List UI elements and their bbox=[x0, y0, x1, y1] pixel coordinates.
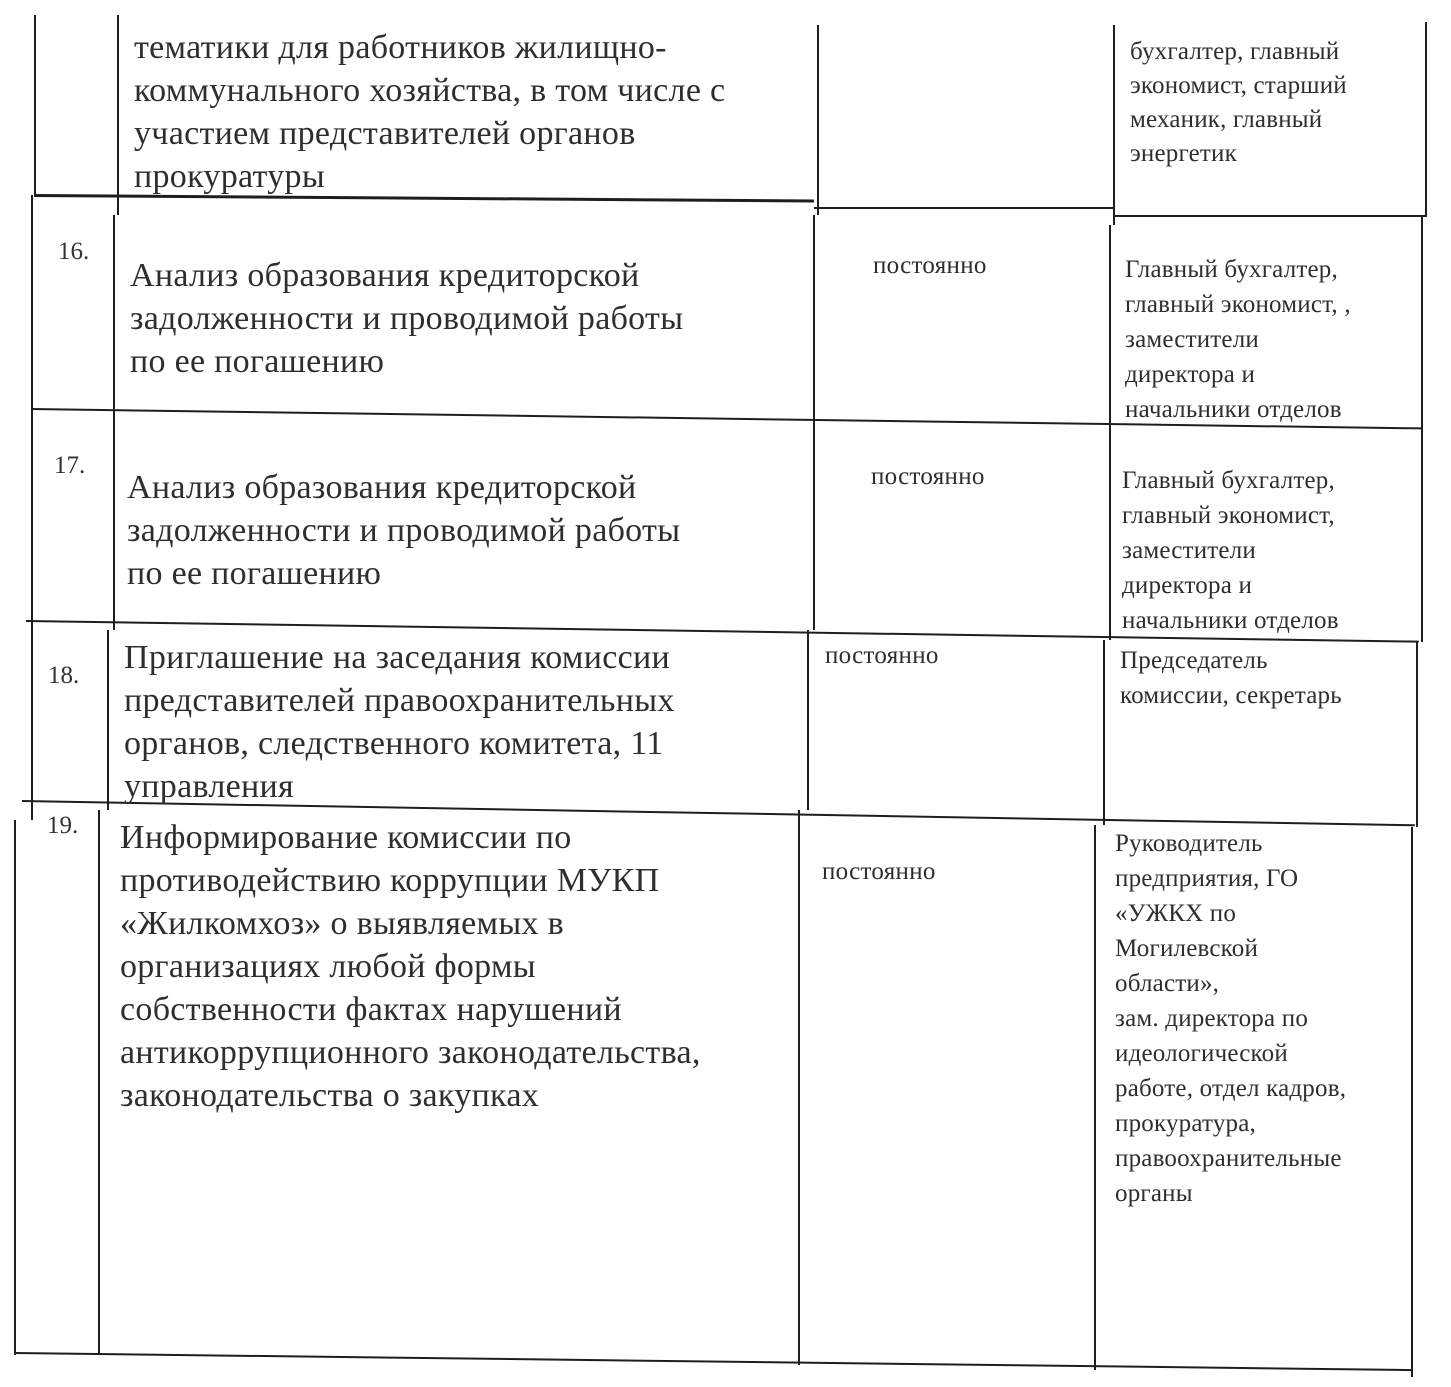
column-divider-task bbox=[807, 630, 809, 810]
column-divider-task bbox=[813, 215, 815, 630]
responsible-text: бухгалтер, главный экономист, старший механик, главный энергетик bbox=[1130, 38, 1347, 167]
table-border-right bbox=[1411, 827, 1413, 1377]
column-divider-task bbox=[817, 25, 819, 215]
table-border-bottom bbox=[14, 1352, 1412, 1371]
term-text: постоянно bbox=[825, 642, 939, 669]
table-border-right bbox=[1416, 642, 1418, 827]
row-divider bbox=[1113, 215, 1426, 217]
row-divider bbox=[814, 207, 1114, 209]
table-border-left bbox=[31, 195, 33, 820]
row-number: 18. bbox=[48, 662, 80, 689]
term-text: постоянно bbox=[873, 252, 987, 279]
table-border-right bbox=[1425, 22, 1427, 217]
task-text: тематики для работников жилищно- коммунального хозяйства, в том числе с участием представителей органов прокуратуры bbox=[134, 29, 726, 195]
responsible-text: Руководитель предприятия, ГО «УЖКХ по Могилевской области», зам. директора по идеологической работе, отдел кадров, прокуратура, правоохранительные органы bbox=[1115, 830, 1347, 1207]
column-divider-term bbox=[1109, 225, 1111, 640]
responsible-text: Председатель комиссии, секретарь bbox=[1120, 647, 1342, 709]
table-border-left bbox=[34, 15, 36, 195]
row-number: 19. bbox=[47, 812, 79, 839]
column-divider-term bbox=[1113, 25, 1115, 225]
term-text: постоянно bbox=[871, 463, 985, 490]
row-number: 17. bbox=[54, 452, 86, 479]
row-number: 16. bbox=[58, 238, 90, 265]
column-divider-number bbox=[98, 810, 100, 1355]
column-divider-number bbox=[113, 215, 115, 630]
task-text: Информирование комиссии по противодействию коррупции МУКП «Жилкомхоз» о выявляемых в организациях любой формы собственности фактах нарушений антикоррупционного законодательства, законодательства о закупках bbox=[120, 819, 701, 1114]
responsible-text: Главный бухгалтер, главный экономист, , заместители директора и начальники отделов bbox=[1125, 256, 1351, 423]
task-text: Анализ образования кредиторской задолженности и проводимой работы по ее погашению bbox=[130, 257, 684, 380]
table-border-left bbox=[14, 820, 16, 1355]
column-divider-term bbox=[1103, 640, 1105, 825]
column-divider-term bbox=[1094, 825, 1096, 1370]
column-divider-number bbox=[117, 15, 119, 215]
column-divider-task bbox=[798, 810, 800, 1365]
task-text: Приглашение на заседания комиссии представителей правоохранительных органов, следственного комитета, 11 управления bbox=[124, 639, 675, 805]
responsible-text: Главный бухгалтер, главный экономист, заместители директора и начальники отделов bbox=[1122, 467, 1339, 634]
table-border-right bbox=[1421, 217, 1423, 642]
task-text: Анализ образования кредиторской задолженности и проводимой работы по ее погашению bbox=[127, 469, 681, 592]
column-divider-number bbox=[107, 630, 109, 810]
term-text: постоянно bbox=[822, 858, 936, 885]
